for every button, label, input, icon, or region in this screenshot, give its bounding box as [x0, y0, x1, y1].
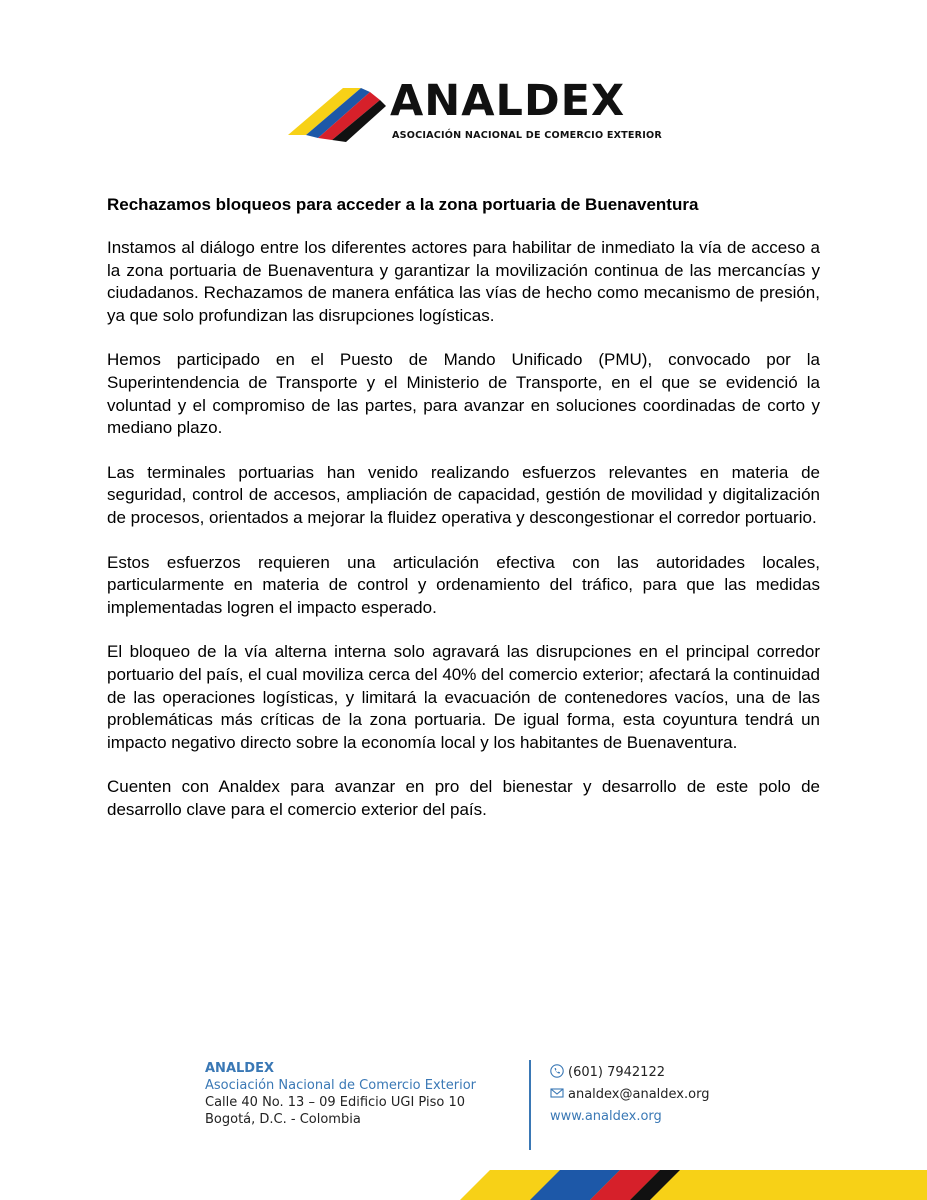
paragraph: Las terminales portuarias han venido realizando esfuerzos relevantes en materia de seguridad, control de accesos, ampliación de capacidad, gestión de movilidad y digitalización de procesos, orientados a mejorar la fluidez operativa y descongestionar el corredor portuario.	[107, 462, 820, 527]
footer-city-line: Bogotá, D.C. - Colombia	[205, 1112, 361, 1127]
footer-address-block	[205, 1060, 525, 1128]
paragraph: Instamos al diálogo entre los diferentes actores para habilitar de inmediato la vía de acceso a la zona portuaria de Buenaventura y garantizar la movilización continua de las mercancías y ciudadanos. Rechazamos de manera enfática las vías de hecho como mecanismo de presión, ya que solo profundizan las disrupciones logísticas.	[107, 238, 820, 325]
footer-divider	[529, 1060, 531, 1150]
brand-tagline: ASOCIACIÓN NACIONAL DE COMERCIO EXTERIOR	[392, 130, 662, 141]
email-row	[550, 1084, 709, 1106]
document-title: Rechazamos bloqueos para acceder a la zona portuaria de Buenaventura	[107, 195, 699, 214]
footer-full-name: Asociación Nacional de Comercio Exterior	[205, 1078, 477, 1093]
paragraph: Estos esfuerzos requieren una articulación efectiva con las autoridades locales, particularmente en materia de control y ordenamiento del tráfico, para que las medidas implementadas logren el impacto esperado.	[107, 552, 820, 617]
footer-contact-block	[550, 1062, 709, 1128]
website-link[interactable]: www.analdex.org	[550, 1109, 662, 1124]
footer-org-name: ANALDEX	[205, 1061, 274, 1076]
email-link[interactable]: analdex@analdex.org	[568, 1087, 710, 1102]
phone-number: (601) 7942122	[568, 1065, 665, 1080]
flag-stripes-decoration	[420, 1170, 927, 1200]
phone-row	[550, 1062, 709, 1084]
paragraph: El bloqueo de la vía alterna interna solo agravará las disrupciones en el principal corredor portuario del país, el cual moviliza cerca del 40% del comercio exterior; afectará la continuidad de las operaciones logísticas, y limitará la evacuación de contenedores vacíos, una de las problemáticas más críticas de la zona portuaria. De igual forma, esta coyuntura tendrá un impacto negativo directo sobre la economía local y los habitantes de Buenaventura.	[107, 642, 820, 752]
brand-name: ANALDEX	[390, 76, 626, 126]
footer-address-line: Calle 40 No. 13 – 09 Edificio UGI Piso 10	[205, 1095, 465, 1110]
phone-icon	[550, 1064, 564, 1078]
paragraph: Hemos participado en el Puesto de Mando Unificado (PMU), convocado por la Superintendencia de Transporte y el Ministerio de Transporte, en el que se evidenció la voluntad y el compromiso de las partes, para avanzar en soluciones coordinadas de corto y mediano plazo.	[107, 350, 820, 438]
analdex-logo	[288, 76, 662, 144]
mail-icon	[550, 1086, 564, 1100]
paragraph: Cuenten con Analdex para avanzar en pro del bienestar y desarrollo de este polo de desarrollo clave para el comercio exterior del país.	[107, 777, 820, 819]
document-body	[107, 193, 820, 843]
logo-mark-icon	[288, 80, 388, 144]
website-row	[550, 1106, 709, 1128]
